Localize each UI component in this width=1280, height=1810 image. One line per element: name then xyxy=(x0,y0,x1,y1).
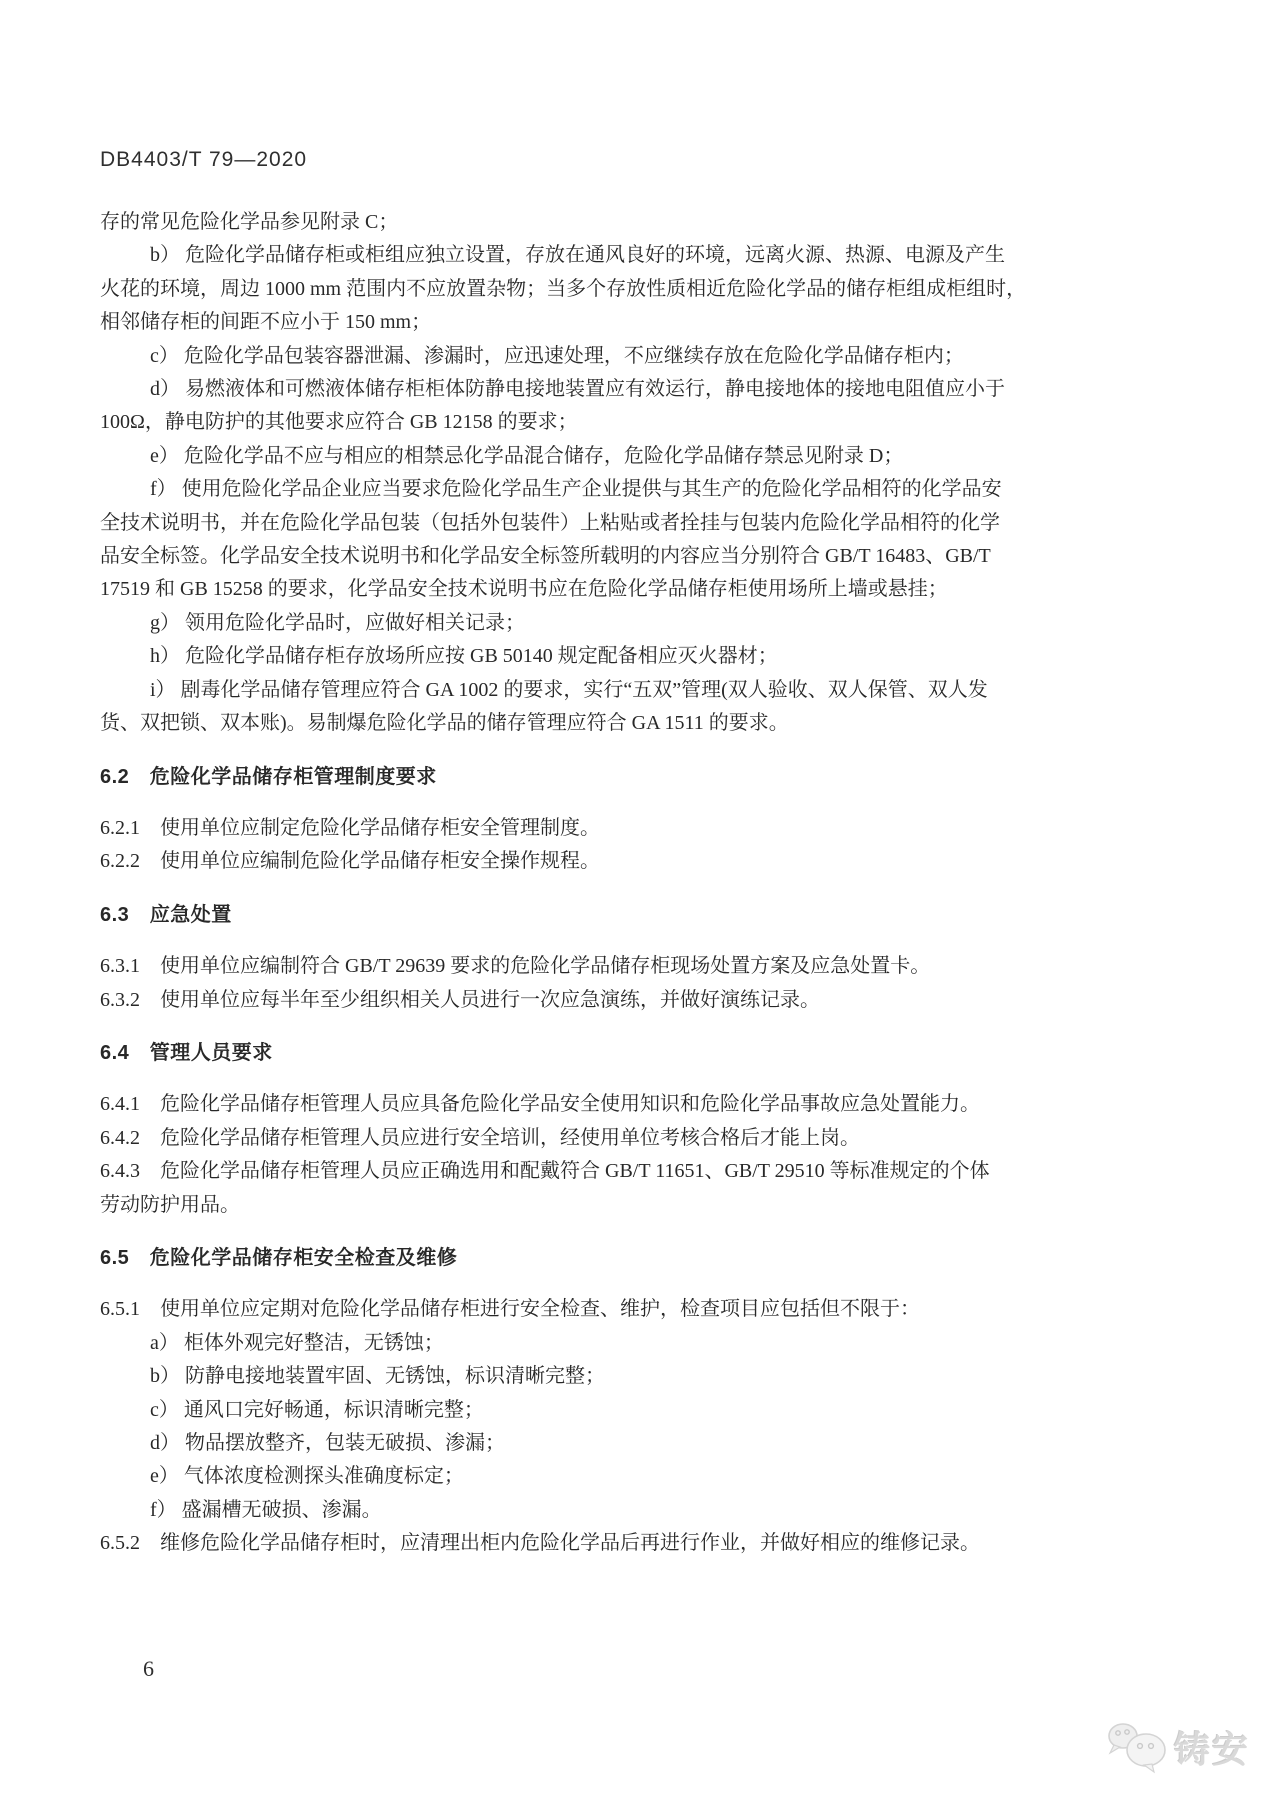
body-line: 6.3.2 使用单位应每半年至少组织相关人员进行一次应急演练，并做好演练记录。 xyxy=(100,988,820,1011)
body-line: d） 易燃液体和可燃液体储存柜柜体防静电接地装置应有效运行，静电接地体的接地电阻值应小于 xyxy=(150,378,1005,401)
section-heading: 6.4 管理人员要求 xyxy=(100,1041,273,1064)
body-line: 6.4.3 危险化学品储存柜管理人员应正确选用和配戴符合 GB/T 11651、GB/T 29510 等标准规定的个体 xyxy=(100,1160,990,1183)
body-line: f） 盛漏槽无破损、渗漏。 xyxy=(150,1498,382,1521)
body-line: i） 剧毒化学品储存管理应符合 GA 1002 的要求，实行“五双”管理(双人验收、双人保管、双人发 xyxy=(150,678,988,701)
body-line: 相邻储存柜的间距不应小于 150 mm； xyxy=(100,311,432,334)
section-heading: 6.5 危险化学品储存柜安全检查及维修 xyxy=(100,1246,458,1269)
body-line: 100Ω，静电防护的其他要求应符合 GB 12158 的要求； xyxy=(100,411,578,434)
body-line: b） 防静电接地装置牢固、无锈蚀，标识清晰完整； xyxy=(150,1365,605,1388)
body-line: 火花的环境，周边 1000 mm 范围内不应放置杂物；当多个存放性质相近危险化学品的储存柜组成柜组时， xyxy=(100,277,1027,300)
page-number: 6 xyxy=(143,1656,154,1681)
body-line: g） 领用危险化学品时，应做好相关记录； xyxy=(150,611,525,634)
standard-number-header: DB4403/T 79—2020 xyxy=(100,148,308,171)
watermark-text: 铸安 xyxy=(1174,1728,1251,1770)
body-line: 货、双把锁、双本账)。易制爆危险化学品的储存管理应符合 GA 1511 的要求。 xyxy=(100,712,789,735)
wechat-chat-bubbles-icon xyxy=(1106,1720,1168,1774)
body-line: 6.2.2 使用单位应编制危险化学品储存柜安全操作规程。 xyxy=(100,850,600,873)
body-line: 17519 和 GB 15258 的要求，化学品安全技术说明书应在危险化学品储存柜使用场所上墙或悬挂； xyxy=(100,578,948,601)
body-line: 品安全标签。化学品安全技术说明书和化学品安全标签所载明的内容应当分别符合 GB/T 16483、GB/T xyxy=(100,545,991,568)
body-line: c） 通风口完好畅通，标识清晰完整； xyxy=(150,1398,484,1421)
body-line: 6.3.1 使用单位应编制符合 GB/T 29639 要求的危险化学品储存柜现场处置方案及应急处置卡。 xyxy=(100,955,931,978)
body-line: c） 危险化学品包装容器泄漏、渗漏时，应迅速处理，不应继续存放在危险化学品储存柜内； xyxy=(150,344,964,367)
body-line: 6.2.1 使用单位应制定危险化学品储存柜安全管理制度。 xyxy=(100,816,600,839)
body-line: e） 气体浓度检测探头准确度标定； xyxy=(150,1465,464,1488)
body-line: 6.4.2 危险化学品储存柜管理人员应进行安全培训，经使用单位考核合格后才能上岗。 xyxy=(100,1126,860,1149)
document-body xyxy=(100,206,1200,1561)
body-line: 存的常见危险化学品参见附录 C； xyxy=(100,211,399,233)
body-line: a） 柜体外观完好整洁，无锈蚀； xyxy=(150,1331,444,1354)
body-line: 6.4.1 危险化学品储存柜管理人员应具备危险化学品安全使用知识和危险化学品事故应急处置能力。 xyxy=(100,1093,980,1116)
body-line: 劳动防护用品。 xyxy=(100,1193,240,1216)
section-heading: 6.3 应急处置 xyxy=(100,903,232,926)
body-line: d） 物品摆放整齐，包装无破损、渗漏； xyxy=(150,1432,505,1454)
body-line: 6.5.1 使用单位应定期对危险化学品储存柜进行安全检查、维护，检查项目应包括但不限于： xyxy=(100,1298,920,1321)
body-line: b） 危险化学品储存柜或柜组应独立设置，存放在通风良好的环境，远离火源、热源、电源及产生 xyxy=(150,244,1005,267)
section-heading: 6.2 危险化学品储存柜管理制度要求 xyxy=(100,765,437,788)
body-line: f） 使用危险化学品企业应当要求危险化学品生产企业提供与其生产的危险化学品相符的化学品安 xyxy=(150,478,1002,501)
body-line: 6.5.2 维修危险化学品储存柜时，应清理出柜内危险化学品后再进行作业，并做好相应的维修记录。 xyxy=(100,1532,980,1555)
watermark xyxy=(1106,1720,1250,1774)
body-line: h） 危险化学品储存柜存放场所应按 GB 50140 规定配备相应灭火器材； xyxy=(150,645,778,668)
body-line: 全技术说明书，并在危险化学品包装（包括外包装件）上粘贴或者拴挂与包装内危险化学品相符的化学 xyxy=(100,511,1000,534)
body-line: e） 危险化学品不应与相应的相禁忌化学品混合储存，危险化学品储存禁忌见附录 D； xyxy=(150,444,904,467)
